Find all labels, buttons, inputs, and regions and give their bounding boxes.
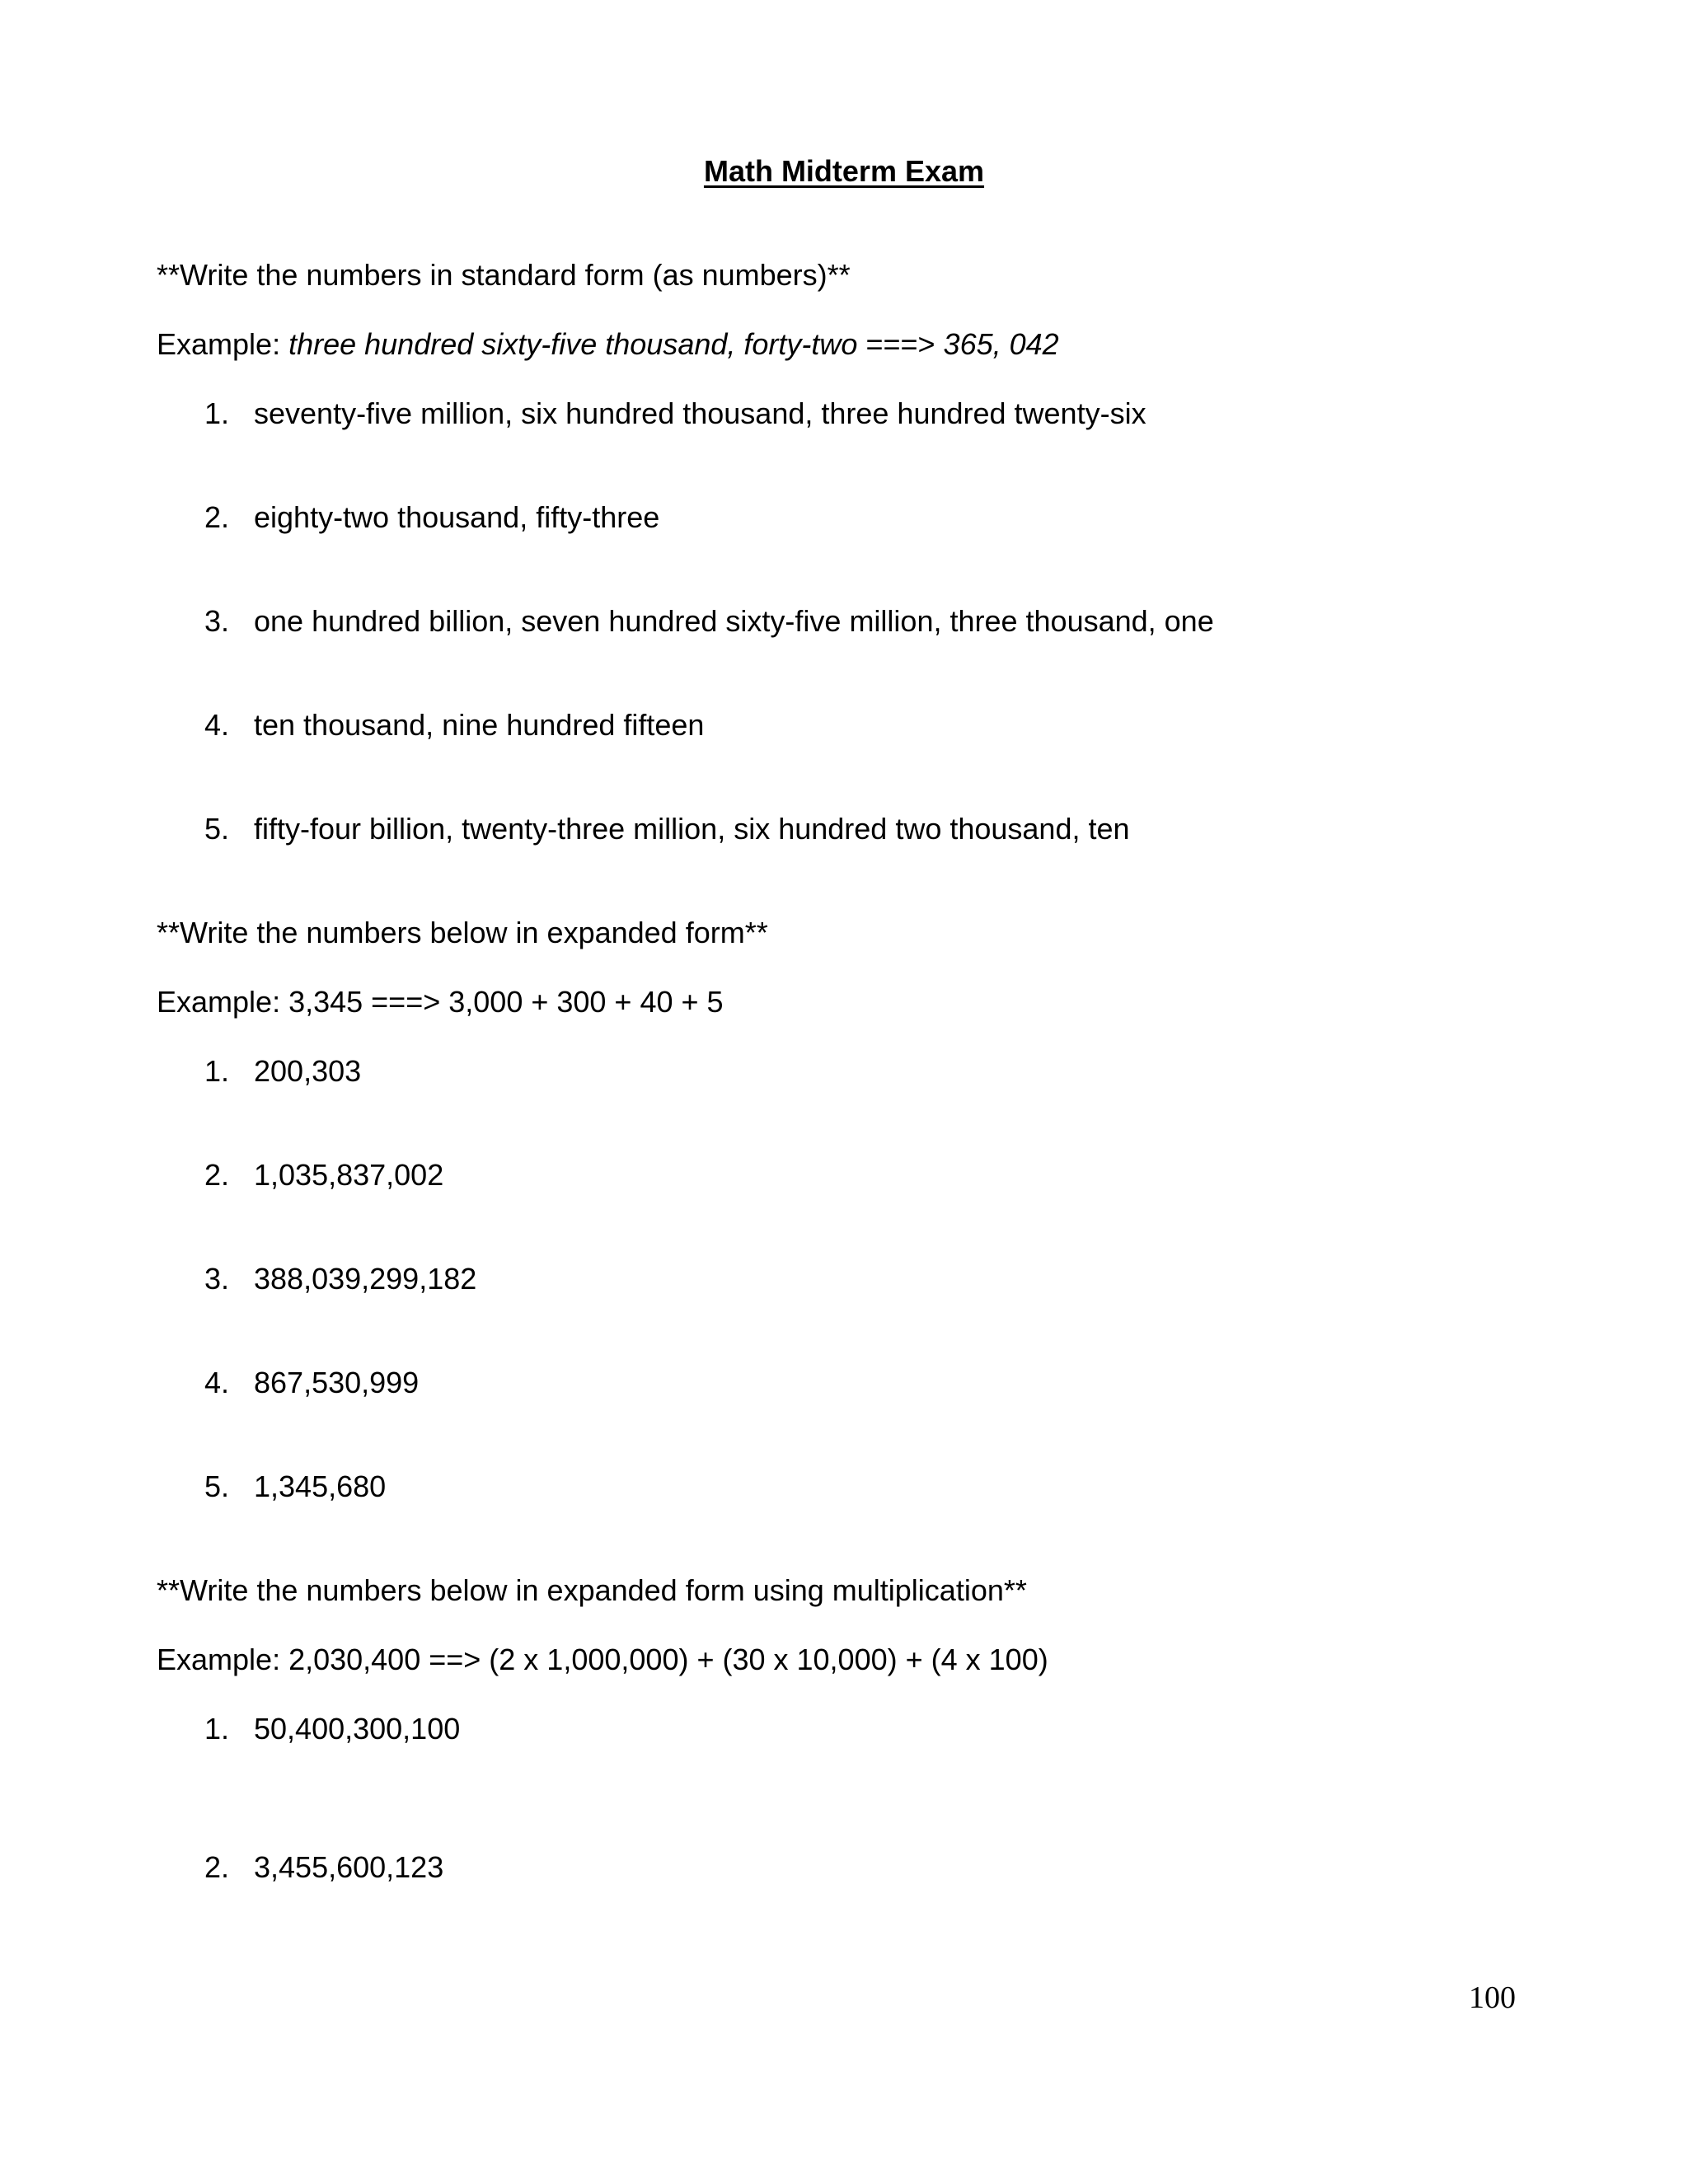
- item-text: 1,035,837,002: [254, 1158, 444, 1192]
- list-item: [204, 1849, 443, 1886]
- item-text: 1,345,680: [254, 1469, 387, 1503]
- item-text: seventy-five million, six hundred thousand, three hundred twenty-six: [254, 396, 1146, 430]
- item-text: 3,455,600,123: [254, 1850, 444, 1884]
- page-title: Math Midterm Exam: [703, 154, 985, 188]
- list-item: [204, 1365, 419, 1401]
- item-text: 50,400,300,100: [254, 1712, 461, 1746]
- item-number: 1.: [204, 1054, 230, 1088]
- item-number: 3.: [204, 1262, 230, 1296]
- item-text: fifty-four billion, twenty-three million, six hundred two thousand, ten: [254, 812, 1130, 846]
- list-item: [204, 1469, 386, 1505]
- list-item: [204, 396, 1146, 432]
- list-item: [204, 1157, 443, 1193]
- item-number: 1.: [204, 396, 230, 430]
- list-item: [204, 499, 659, 536]
- section3-instruction: **Write the numbers below in expanded form using multiplication**: [157, 1573, 1027, 1607]
- item-number: 2.: [204, 1850, 230, 1884]
- item-text: eighty-two thousand, fifty-three: [254, 500, 660, 534]
- item-number: 5.: [204, 1469, 230, 1503]
- item-text: 388,039,299,182: [254, 1262, 477, 1296]
- section2-instruction: **Write the numbers below in expanded form**: [157, 916, 768, 949]
- item-text: 200,303: [254, 1054, 362, 1088]
- item-text: one hundred billion, seven hundred sixty-five million, three thousand, one: [254, 604, 1214, 638]
- section1-example: [157, 326, 1059, 363]
- page-number: 100: [1469, 1980, 1516, 2015]
- item-number: 3.: [204, 604, 230, 638]
- list-item: [204, 707, 704, 743]
- example-arrow: ===>: [857, 327, 944, 361]
- item-text: 867,530,999: [254, 1366, 420, 1399]
- item-number: 5.: [204, 812, 230, 846]
- example-answer: 365, 042: [943, 327, 1059, 361]
- list-item: [204, 811, 1130, 847]
- section3-example: Example: 2,030,400 ==> (2 x 1,000,000) + (30 x 10,000) + (4 x 100): [157, 1643, 1048, 1676]
- item-number: 2.: [204, 1158, 230, 1192]
- item-text: ten thousand, nine hundred fifteen: [254, 708, 705, 742]
- list-item: [204, 1711, 460, 1747]
- list-item: [204, 1261, 476, 1297]
- example-words: three hundred sixty-five thousand, forty-two: [288, 327, 858, 361]
- section1-instruction: **Write the numbers in standard form (as numbers)**: [157, 258, 851, 292]
- example-prefix: Example:: [157, 327, 289, 361]
- list-item: [204, 603, 1214, 640]
- item-number: 1.: [204, 1712, 230, 1746]
- list-item: [204, 1053, 361, 1090]
- section2-example: Example: 3,345 ===> 3,000 + 300 + 40 + 5: [157, 985, 724, 1019]
- item-number: 4.: [204, 708, 230, 742]
- item-number: 4.: [204, 1366, 230, 1399]
- item-number: 2.: [204, 500, 230, 534]
